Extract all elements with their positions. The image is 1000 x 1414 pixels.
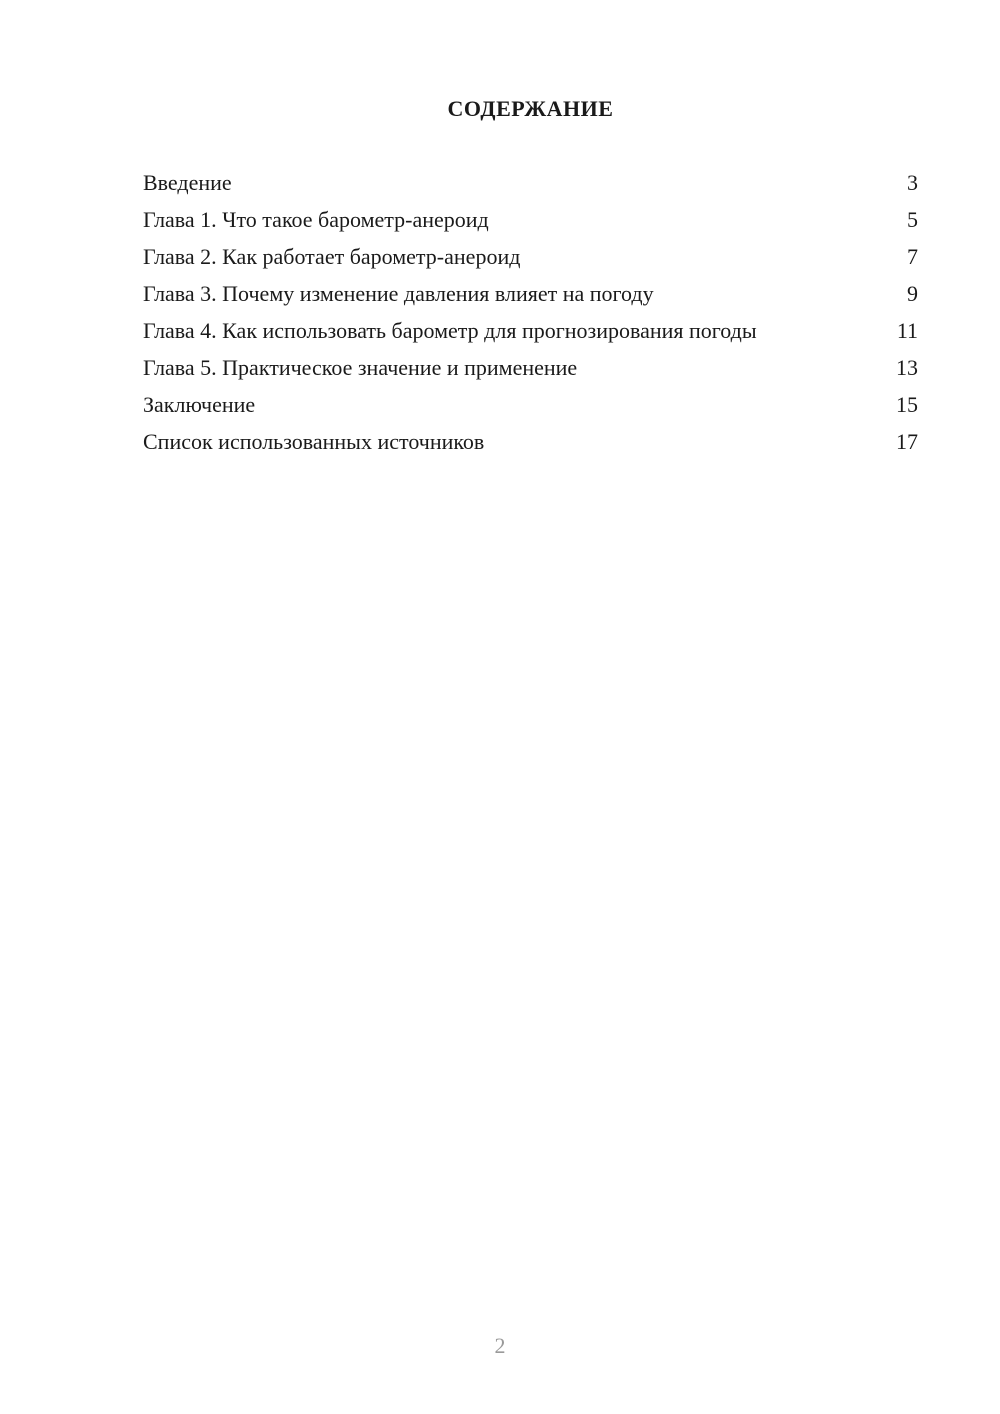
toc-entry-label: Глава 1. Что такое барометр-анероид	[143, 207, 489, 232]
toc-entry-label: Список использованных источников	[143, 429, 485, 454]
toc-entry-label: Заключение	[143, 392, 256, 417]
toc-entry-page: 3	[907, 170, 918, 195]
toc-entry[interactable]	[143, 170, 918, 196]
toc-entry[interactable]	[143, 244, 918, 270]
toc-entry-page: 9	[907, 281, 918, 306]
toc-entry[interactable]	[143, 318, 918, 344]
toc-entry[interactable]	[143, 281, 918, 307]
page-title: СОДЕРЖАНИЕ	[447, 96, 614, 121]
toc-entry-label: Глава 3. Почему изменение давления влияет на погоду	[143, 281, 654, 306]
toc-entry[interactable]	[143, 392, 918, 418]
toc-entry-label: Глава 2. Как работает барометр-анероид	[143, 244, 521, 269]
toc-entry-label: Глава 4. Как использовать барометр для прогнозирования погоды	[143, 318, 757, 343]
toc-entry-page: 7	[907, 244, 918, 269]
toc-entry-page: 11	[896, 318, 918, 343]
page-number: 2	[494, 1333, 506, 1358]
toc-entry-page: 13	[896, 355, 918, 380]
toc-entry[interactable]	[143, 355, 918, 381]
toc-entry-label: Введение	[143, 170, 232, 195]
toc-entry[interactable]	[143, 207, 918, 233]
toc-entry-page: 5	[907, 207, 918, 232]
toc-entry[interactable]	[143, 429, 918, 455]
toc-entry-page: 15	[896, 392, 918, 417]
table-of-contents	[143, 170, 918, 466]
toc-entry-label: Глава 5. Практическое значение и применение	[143, 355, 578, 380]
toc-entry-page: 17	[896, 429, 918, 454]
